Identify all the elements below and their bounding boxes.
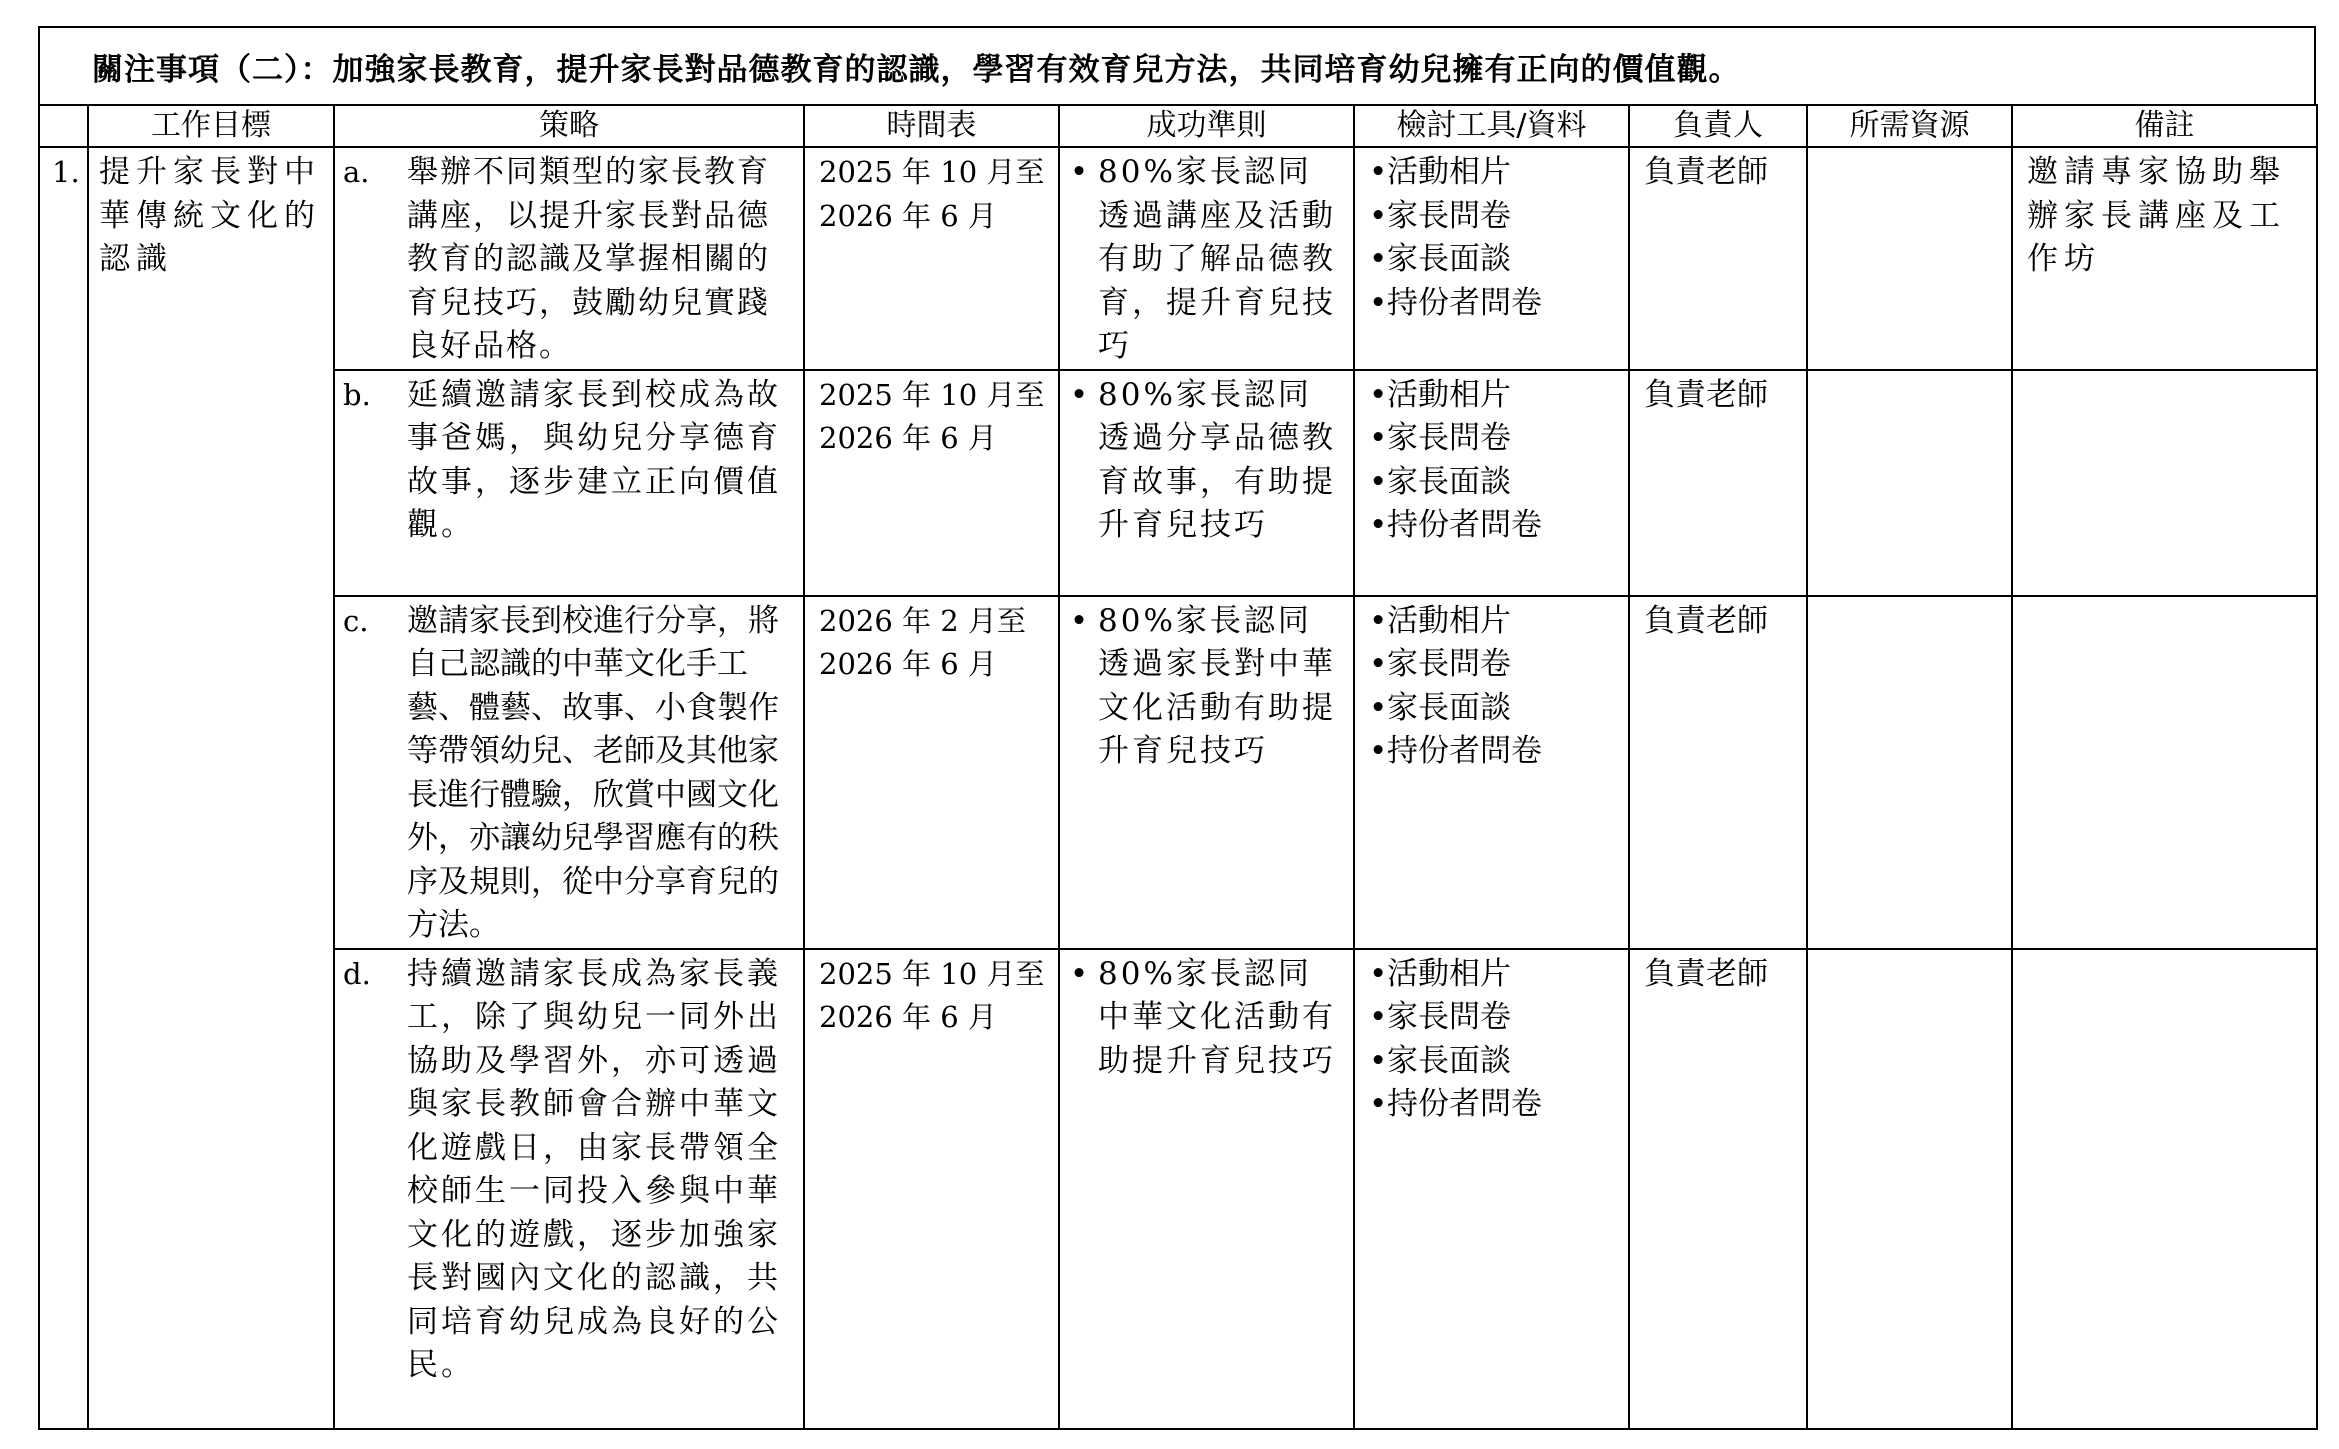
criteria-cell — [1059, 147, 1354, 370]
header-person: 負責人 — [1629, 105, 1807, 147]
tools-cell — [1354, 596, 1629, 949]
section-title: 關注事項（二）：加強家長教育，提升家長對品德教育的認識，學習有效育兒方法，共同培育幼兒擁有正向的價值觀。 — [38, 26, 2316, 104]
remarks-cell — [2012, 596, 2317, 949]
list-item: • 家長問卷 — [1369, 996, 1628, 1040]
goal-number-cell — [39, 147, 88, 1429]
strategy-cell — [334, 949, 804, 1429]
timeline-cell — [804, 596, 1059, 949]
person-text: 負責老師 — [1644, 602, 1768, 639]
timeline-cell — [804, 949, 1059, 1429]
header-tools: 檢討工具/資料 — [1354, 105, 1629, 147]
remarks-text — [2013, 597, 2316, 600]
table-row — [39, 147, 2317, 370]
criteria-bullet: • — [1069, 376, 1089, 413]
timeline-text: 2025 年 10 月至 2026 年 6 月 — [819, 155, 1045, 233]
remarks-text — [2013, 950, 2316, 953]
list-item: • 家長問卷 — [1369, 643, 1628, 687]
remarks-cell — [2012, 949, 2317, 1429]
resources-text — [1808, 371, 2011, 374]
strategy-letter: a. — [343, 155, 370, 189]
header-strategy: 策略 — [334, 105, 804, 147]
criteria-cell — [1059, 370, 1354, 596]
strategy-letter: d. — [343, 956, 371, 991]
table-row — [39, 596, 2317, 949]
tools-list — [1355, 371, 1628, 548]
timeline-text: 2025 年 10 月至 2026 年 6 月 — [819, 377, 1045, 455]
header-remarks: 備註 — [2012, 105, 2317, 147]
strategy-cell — [334, 370, 804, 596]
criteria-cell — [1059, 596, 1354, 949]
person-cell — [1629, 949, 1807, 1429]
tools-list — [1355, 148, 1628, 325]
person-text: 負責老師 — [1644, 154, 1768, 190]
criteria-cell — [1059, 949, 1354, 1429]
school-plan-sheet — [38, 26, 2316, 1430]
timeline-cell — [804, 370, 1059, 596]
strategy-cell — [334, 596, 804, 949]
list-item: • 家長問卷 — [1369, 195, 1628, 239]
remarks-text: 邀請專家協助舉辦家長講座及工作坊 — [2027, 154, 2286, 277]
list-item: • 活動相片 — [1369, 374, 1628, 418]
list-item: • 持份者問卷 — [1369, 282, 1628, 326]
list-item: • 活動相片 — [1369, 953, 1628, 997]
goal-cell — [88, 147, 334, 1429]
header-number — [39, 105, 88, 147]
person-cell — [1629, 596, 1807, 949]
criteria-bullet: • — [1069, 955, 1089, 992]
resources-cell — [1807, 596, 2012, 949]
goal-number: 1. — [52, 155, 80, 189]
table-row — [39, 949, 2317, 1429]
list-item: • 家長面談 — [1369, 1040, 1628, 1084]
resources-text — [1808, 950, 2011, 953]
person-text: 負責老師 — [1644, 376, 1768, 413]
tools-cell — [1354, 147, 1629, 370]
list-item: • 活動相片 — [1369, 600, 1628, 644]
strategy-letter: b. — [343, 377, 371, 412]
resources-text — [1808, 148, 2011, 151]
list-item: • 持份者問卷 — [1369, 1083, 1628, 1127]
list-item: • 家長面談 — [1369, 687, 1628, 731]
header-criteria: 成功準則 — [1059, 105, 1354, 147]
strategy-text: 舉辦不同類型的家長教育講座，以提升家長對品德教育的認識及掌握相關的育兒技巧，鼓勵幼兒實踐良好品格。 — [407, 154, 770, 364]
strategy-cell — [334, 147, 804, 370]
criteria-text: 80%家長認同透過分享品德教育故事，有助提升育兒技巧 — [1098, 376, 1336, 543]
list-item: • 家長面談 — [1369, 461, 1628, 505]
person-text: 負責老師 — [1644, 955, 1768, 992]
header-timeline: 時間表 — [804, 105, 1059, 147]
list-item: • 家長問卷 — [1369, 417, 1628, 461]
strategy-text: 邀請家長到校進行分享，將自己認識的中華文化手工藝、體藝、故事、小食製作等帶領幼兒、老師及其他家長進行體驗，欣賞中國文化外，亦讓幼兒學習應有的秩序及規則，從中分享育兒的方法。 — [407, 602, 779, 943]
tools-cell — [1354, 370, 1629, 596]
header-goal: 工作目標 — [88, 105, 334, 147]
criteria-text: 80%家長認同中華文化活動有助提升育兒技巧 — [1098, 955, 1336, 1079]
resources-cell — [1807, 147, 2012, 370]
timeline-text: 2025 年 10 月至 2026 年 6 月 — [819, 956, 1045, 1034]
timeline-text: 2026 年 2 月至 2026 年 6 月 — [819, 603, 1026, 681]
header-resources: 所需資源 — [1807, 105, 2012, 147]
person-cell — [1629, 370, 1807, 596]
tools-cell — [1354, 949, 1629, 1429]
criteria-bullet: • — [1069, 154, 1089, 190]
timeline-cell — [804, 147, 1059, 370]
person-cell — [1629, 147, 1807, 370]
remarks-text — [2013, 371, 2316, 374]
resources-cell — [1807, 949, 2012, 1429]
list-item: • 活動相片 — [1369, 151, 1628, 195]
tools-list — [1355, 597, 1628, 774]
criteria-bullet: • — [1069, 602, 1089, 639]
goal-text: 提升家長對中華傳統文化的認識 — [99, 154, 321, 277]
strategy-text: 延續邀請家長到校成為故事爸媽，與幼兒分享德育故事，逐步建立正向價值觀。 — [407, 376, 781, 543]
plan-table — [38, 104, 2318, 1430]
remarks-cell — [2012, 147, 2317, 370]
criteria-text: 80%家長認同透過講座及活動有助了解品德教育，提升育兒技巧 — [1098, 154, 1336, 364]
header-row — [39, 105, 2317, 147]
remarks-cell — [2012, 370, 2317, 596]
strategy-letter: c. — [343, 603, 369, 638]
list-item: • 持份者問卷 — [1369, 504, 1628, 548]
strategy-text: 持續邀請家長成為家長義工，除了與幼兒一同外出協助及學習外，亦可透過與家長教師會合辦中華文化遊戲日，由家長帶領全校師生一同投入參與中華文化的遊戲，逐步加強家長對國內文化的認識，共同培育幼兒成為良好的公民。 — [407, 955, 781, 1383]
list-item: • 持份者問卷 — [1369, 730, 1628, 774]
list-item: • 家長面談 — [1369, 238, 1628, 282]
resources-cell — [1807, 370, 2012, 596]
table-row — [39, 370, 2317, 596]
resources-text — [1808, 597, 2011, 600]
criteria-text: 80%家長認同透過家長對中華文化活動有助提升育兒技巧 — [1098, 602, 1336, 769]
tools-list — [1355, 950, 1628, 1127]
